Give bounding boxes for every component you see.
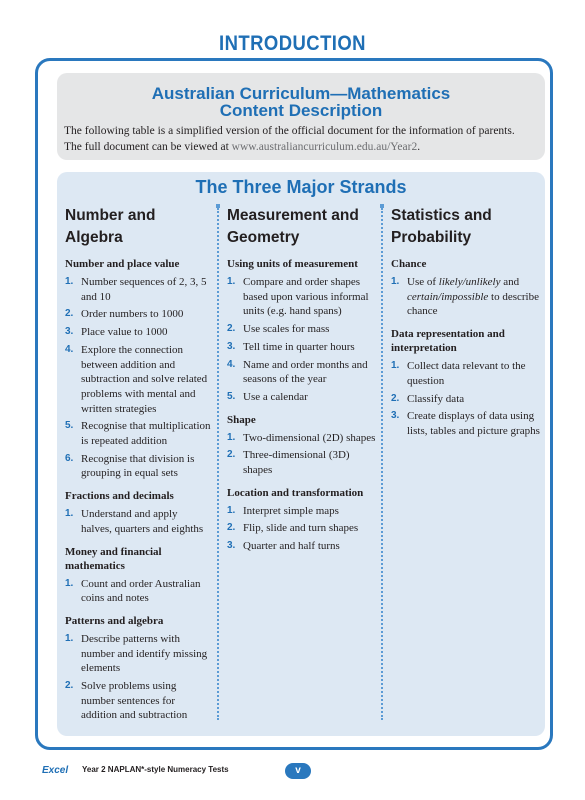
- item-number: 1.: [227, 431, 236, 443]
- strand-column-number-algebra: [65, 205, 211, 731]
- column-divider: [381, 208, 383, 720]
- list-item: [227, 340, 377, 355]
- item-number: 1.: [65, 577, 74, 589]
- item-number: 1.: [227, 504, 236, 516]
- section-heading: Using units of measurement: [227, 258, 358, 270]
- item-number: 4.: [65, 343, 74, 355]
- item-list: [65, 632, 211, 723]
- item-text: Solve problems using number sentences for addition and subtraction: [81, 680, 188, 722]
- section-heading: Patterns and algebra: [65, 614, 164, 627]
- item-text: Use a calendar: [243, 390, 308, 403]
- item-text: to describe chance: [407, 290, 539, 318]
- page-title: INTRODUCTION: [219, 32, 366, 55]
- item-text: Compare and order shapes based upon various informal units (e.g. hand spans): [243, 276, 369, 318]
- brand-logo: Excel: [42, 765, 69, 776]
- intro-text-line1: The following table is a simplified version of the official document for the information of parents.: [64, 125, 515, 137]
- column-heading-line: Number and: [65, 207, 156, 224]
- list-item: [227, 275, 377, 319]
- list-item: [227, 431, 377, 446]
- item-number: 3.: [391, 410, 400, 422]
- column-heading-line: Measurement and: [227, 207, 359, 224]
- item-text: Explore the connection between addition and subtraction and solve related problems with mental and written strategies: [81, 343, 208, 415]
- item-number: 5.: [65, 420, 74, 432]
- item-text: Create displays of data using lists, tables and picture graphs: [407, 410, 540, 437]
- intro-text: [64, 123, 542, 155]
- item-text: Recognise that multiplication is repeated addition: [81, 420, 211, 448]
- strand-column-measurement-geometry: [227, 205, 377, 562]
- item-list: [65, 275, 211, 481]
- item-number: 2.: [65, 680, 74, 692]
- item-text: Collect data relevant to the question: [407, 360, 526, 387]
- list-item: [65, 507, 211, 536]
- intro-title-line2: Content Description: [219, 101, 383, 120]
- section-heading: Fractions and decimals: [65, 490, 174, 503]
- column-heading-line: Probability: [391, 229, 472, 246]
- strands-title: The Three Major Strands: [195, 177, 407, 197]
- list-item: [391, 275, 541, 319]
- list-item: [391, 359, 541, 388]
- column-heading-line: Geometry: [227, 229, 300, 246]
- item-list: [227, 275, 377, 405]
- column-heading-line: Algebra: [65, 229, 123, 246]
- intro-text-line2: [64, 139, 542, 155]
- item-list: [227, 504, 377, 554]
- column-heading: [227, 205, 377, 249]
- section-heading: Location and transformation: [227, 486, 364, 499]
- item-number: 2.: [227, 323, 236, 335]
- item-number: 2.: [65, 308, 74, 320]
- item-number: 4.: [227, 358, 236, 370]
- list-item: [227, 390, 377, 405]
- item-number: 1.: [65, 632, 74, 644]
- item-text: Place value to 1000: [81, 326, 168, 339]
- item-text: Quarter and half turns: [243, 540, 340, 553]
- item-list: [391, 275, 541, 319]
- column-heading: [65, 205, 211, 249]
- book-title: Year 2 NAPLAN*-style Numeracy Tests: [82, 765, 229, 774]
- list-item: [65, 307, 211, 322]
- item-number: 1.: [391, 276, 400, 287]
- page-number: v: [285, 763, 311, 779]
- item-number: 3.: [65, 326, 74, 338]
- section-heading: Data representation and interpretation: [391, 328, 505, 355]
- item-text: and: [500, 276, 520, 288]
- item-number: 1.: [391, 360, 400, 372]
- item-list: [65, 577, 211, 606]
- item-text: Use scales for mass: [243, 323, 330, 336]
- list-item: [227, 358, 377, 387]
- list-item: [65, 452, 211, 481]
- item-number: 3.: [227, 340, 236, 352]
- section-heading: Money and financial mathematics: [65, 545, 162, 572]
- list-item: [227, 322, 377, 337]
- item-text: Classify data: [407, 392, 465, 405]
- item-number: 5.: [227, 390, 236, 402]
- intro-box: [57, 73, 545, 160]
- list-item: [391, 392, 541, 407]
- intro-title: [57, 85, 545, 119]
- item-text: Order numbers to 1000: [81, 308, 184, 321]
- column-heading: [391, 205, 541, 249]
- item-number: 1.: [65, 508, 74, 520]
- item-number: 2.: [227, 522, 236, 534]
- item-text: Understand and apply halves, quarters and eighths: [81, 508, 204, 535]
- column-divider: [217, 208, 219, 720]
- item-number: 3.: [227, 540, 236, 552]
- list-item: [65, 325, 211, 340]
- strands-box: [57, 172, 545, 736]
- list-item: [65, 577, 211, 606]
- item-text: Interpret simple maps: [243, 504, 339, 517]
- item-number: 1.: [227, 276, 236, 287]
- item-text: Flip, slide and turn shapes: [243, 522, 359, 535]
- item-number: 2.: [391, 392, 400, 404]
- item-number: 6.: [65, 452, 74, 464]
- item-number: 1.: [65, 276, 74, 287]
- item-emphasis: likely/unlikely: [438, 276, 501, 288]
- item-number: 2.: [227, 449, 236, 461]
- list-item: [391, 409, 541, 438]
- strand-column-statistics-probability: [391, 205, 541, 447]
- list-item: [227, 448, 377, 477]
- item-list: [227, 431, 377, 478]
- item-text: Name and order months and seasons of the year: [243, 358, 368, 386]
- section-heading: Shape: [227, 413, 256, 426]
- column-heading-line: Statistics and: [391, 207, 492, 224]
- item-text: Recognise that division is grouping in equal sets: [81, 452, 195, 480]
- list-item: [227, 521, 377, 536]
- list-item: [227, 504, 377, 519]
- intro-text-suffix: .: [417, 141, 421, 153]
- section-heading: Chance: [391, 258, 427, 270]
- curriculum-link[interactable]: www.australiancurriculum.edu.au/Year2: [231, 141, 418, 153]
- item-text: Two-dimensional (2D) shapes: [243, 431, 376, 444]
- list-item: [65, 419, 211, 448]
- item-list: [391, 359, 541, 439]
- list-item: [65, 275, 211, 304]
- item-text: Describe patterns with number and identify missing elements: [81, 632, 208, 675]
- list-item: [65, 343, 211, 417]
- item-list: [65, 507, 211, 536]
- item-emphasis: certain/impossible: [407, 290, 489, 303]
- item-text: Count and order Australian coins and notes: [81, 577, 201, 605]
- section-heading: Number and place value: [65, 258, 180, 270]
- item-text: Use of: [407, 276, 439, 288]
- item-text: Three-dimensional (3D) shapes: [243, 449, 350, 477]
- intro-text-prefix: The full document can be viewed at: [64, 141, 232, 153]
- item-text: Number sequences of 2, 3, 5 and 10: [81, 276, 207, 303]
- intro-title-line1: Australian Curriculum—Mathematics: [151, 84, 451, 103]
- list-item: [65, 679, 211, 723]
- list-item: [227, 539, 377, 554]
- list-item: [65, 632, 211, 676]
- item-text: Tell time in quarter hours: [243, 340, 355, 353]
